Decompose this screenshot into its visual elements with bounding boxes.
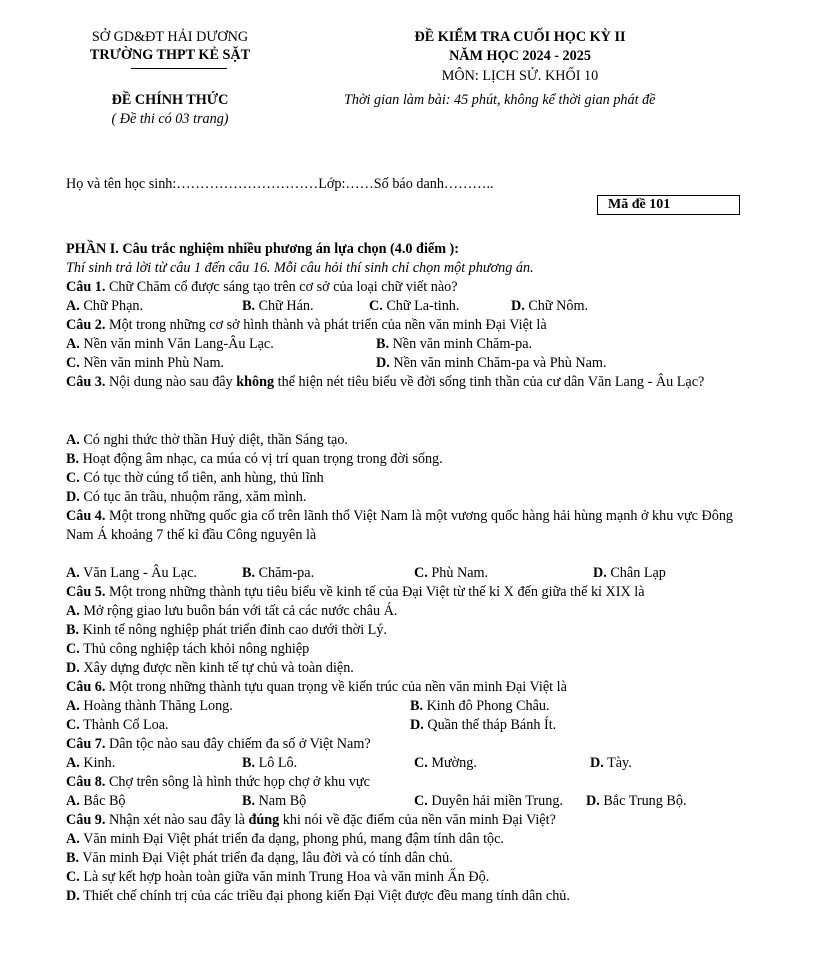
option-letter: A. [66, 793, 80, 809]
option-letter: C. [414, 793, 428, 809]
department-name: SỞ GD&ĐT HẢI DƯƠNG [91, 29, 249, 45]
question-3 [66, 373, 746, 392]
q1-option-b[interactable] [242, 297, 314, 316]
q5-option-a[interactable] [66, 602, 397, 621]
question-text: thể hiện nét tiêu biểu về đời sống tinh thần của cư dân Văn Lang - Âu Lạc? [274, 374, 705, 390]
q6-option-d[interactable] [410, 716, 556, 735]
option-text: Chăm-pa. [258, 565, 315, 581]
q6-option-c[interactable] [66, 716, 169, 735]
option-text: Nam Bộ [258, 793, 307, 809]
option-letter: C. [66, 470, 80, 486]
option-text: Chữ Nôm. [528, 298, 589, 314]
option-letter: D. [66, 660, 80, 676]
option-text: Bắc Trung Bộ. [603, 793, 687, 809]
q2-option-b[interactable] [376, 335, 532, 354]
question-text: Chợ trên sông là hình thức họp chợ ở khu vực [105, 774, 370, 790]
option-letter: D. [593, 565, 607, 581]
option-text: Tày. [607, 755, 632, 771]
question-text: Một trong những thành tựu quan trọng về kiến trúc của nền văn minh Đại Việt là [105, 679, 567, 695]
option-text: Chữ La-tinh. [386, 298, 460, 314]
q7-option-c[interactable] [414, 754, 477, 773]
question-text: Nội dung nào sau đây [105, 374, 237, 390]
question-number: Câu 1. [66, 279, 106, 295]
option-letter: D. [66, 888, 80, 904]
q2-option-d[interactable] [376, 354, 607, 373]
question-number: Câu 3. [66, 374, 106, 390]
question-emphasis: đúng [248, 812, 280, 828]
question-7 [66, 735, 371, 754]
q7-option-a[interactable] [66, 754, 115, 773]
option-letter: D. [511, 298, 525, 314]
q4-option-d[interactable] [593, 564, 666, 583]
question-text: Chữ Chăm cổ được sáng tạo trên cơ sở của loại chữ viết nào? [105, 279, 458, 295]
option-letter: B. [66, 451, 80, 467]
q7-option-b[interactable] [242, 754, 297, 773]
option-text: Kinh. [83, 755, 116, 771]
official-label: ĐỀ CHÍNH THỨC [111, 92, 229, 108]
pages-note: ( Đề thi có 03 trang) [111, 111, 229, 127]
option-letter: B. [242, 565, 256, 581]
q3-option-b[interactable] [66, 450, 443, 469]
question-text: Một trong những thành tựu tiêu biểu về kinh tế của Đại Việt từ thế kỉ X đến giữa thế kỉ XIX là [105, 584, 645, 600]
q4-option-b[interactable] [242, 564, 314, 583]
option-text: Chữ Hán. [258, 298, 314, 314]
option-text: Nền văn minh Chăm-pa và Phù Nam. [393, 355, 607, 371]
question-number: Câu 7. [66, 736, 106, 752]
option-text: Thủ công nghiệp tách khỏi nông nghiệp [83, 641, 310, 657]
option-letter: C. [66, 641, 80, 657]
q6-option-b[interactable] [410, 697, 550, 716]
option-letter: A. [66, 698, 80, 714]
option-letter: B. [242, 755, 256, 771]
option-letter: B. [242, 793, 256, 809]
question-text: Nhận xét nào sau đây là [105, 812, 249, 828]
option-letter: B. [66, 850, 80, 866]
q9-option-a[interactable] [66, 830, 504, 849]
q2-option-a[interactable] [66, 335, 274, 354]
time-note: Thời gian làm bài: 45 phút, không kể thời gian phát đề [344, 92, 656, 108]
q8-option-c[interactable] [414, 792, 563, 811]
question-number: Câu 2. [66, 317, 106, 333]
question-8 [66, 773, 370, 792]
q8-option-a[interactable] [66, 792, 126, 811]
option-letter: B. [410, 698, 424, 714]
exam-title: ĐỀ KIỂM TRA CUỐI HỌC KỲ II [414, 29, 626, 45]
option-text: Là sự kết hợp hoàn toàn giữa văn minh Trung Hoa và văn minh Ấn Độ. [83, 869, 490, 885]
question-number: Câu 6. [66, 679, 106, 695]
option-letter: C. [369, 298, 383, 314]
option-letter: A. [66, 831, 80, 847]
question-text: Một trong những quốc gia cổ trên lãnh thổ Việt Nam là một vương quốc hàng hải hùng mạnh ở khu vực Đông Nam Á khoảng 7 thế kỉ đầu Công nguyên là [66, 508, 734, 543]
school-name: TRƯỜNG THPT KẺ SẶT [89, 47, 251, 63]
option-letter: B. [242, 298, 256, 314]
q1-option-c[interactable] [369, 297, 459, 316]
option-text: Chữ Phạn. [83, 298, 144, 314]
option-letter: D. [410, 717, 424, 733]
q9-option-d[interactable] [66, 887, 570, 906]
option-text: Nền văn minh Văn Lang-Âu Lạc. [83, 336, 274, 352]
option-text: Thành Cổ Loa. [83, 717, 169, 733]
option-letter: B. [66, 622, 80, 638]
q7-option-d[interactable] [590, 754, 632, 773]
option-text: Có tục thờ cúng tổ tiên, anh hùng, thủ lĩnh [83, 470, 324, 486]
q4-option-c[interactable] [414, 564, 488, 583]
option-text: Nền văn minh Chăm-pa. [392, 336, 533, 352]
option-text: Có nghi thức thờ thần Huỷ diệt, thần Sáng tạo. [83, 432, 348, 448]
q5-option-b[interactable] [66, 621, 387, 640]
section-instruction: Thí sinh trả lời từ câu 1 đến câu 16. Mỗi câu hỏi thí sinh chỉ chọn một phương án. [66, 260, 534, 276]
option-letter: C. [414, 755, 428, 771]
q6-option-a[interactable] [66, 697, 233, 716]
option-text: Bắc Bộ [83, 793, 126, 809]
q9-option-c[interactable] [66, 868, 489, 887]
q3-option-d[interactable] [66, 488, 306, 507]
question-text: khi nói về đặc điểm của nền văn minh Đại Việt? [279, 812, 556, 828]
option-text: Phù Nam. [431, 565, 489, 581]
option-text: Văn minh Đại Việt phát triển đa dạng, phong phú, mang đậm tính dân tộc. [83, 831, 504, 847]
option-letter: B. [376, 336, 390, 352]
q9-option-b[interactable] [66, 849, 453, 868]
q8-option-b[interactable] [242, 792, 306, 811]
question-number: Câu 9. [66, 812, 106, 828]
question-4 [66, 507, 746, 544]
option-letter: A. [66, 432, 80, 448]
question-text: Một trong những cơ sở hình thành và phát triển của nền văn minh Đại Việt là [105, 317, 547, 333]
option-text: Có tục ăn trầu, nhuộm răng, xăm mình. [83, 489, 307, 505]
option-letter: A. [66, 298, 80, 314]
subject-line: MÔN: LỊCH SỬ. KHỐI 10 [441, 68, 599, 84]
question-number: Câu 8. [66, 774, 106, 790]
school-underline [131, 68, 227, 69]
question-9 [66, 811, 556, 830]
question-2 [66, 316, 547, 335]
option-letter: C. [66, 355, 80, 371]
option-text: Chân Lạp [610, 565, 666, 581]
option-letter: C. [66, 869, 80, 885]
option-text: Mở rộng giao lưu buôn bán với tất cả các nước châu Á. [83, 603, 398, 619]
section-title: PHẦN I. Câu trắc nghiệm nhiều phương án lựa chọn (4.0 điểm ): [66, 241, 460, 257]
option-text: Thiết chế chính trị của các triều đại phong kiến Đại Việt được đều mang tính dân chủ. [83, 888, 570, 904]
option-letter: D. [376, 355, 390, 371]
question-6 [66, 678, 567, 697]
q5-option-d[interactable] [66, 659, 354, 678]
option-letter: A. [66, 336, 80, 352]
q5-option-c[interactable] [66, 640, 309, 659]
option-letter: A. [66, 565, 80, 581]
question-1 [66, 278, 458, 297]
question-number: Câu 5. [66, 584, 106, 600]
option-text: Văn minh Đại Việt phát triển đa dạng, lâu đời và có tính dân chủ. [82, 850, 453, 866]
school-year: NĂM HỌC 2024 - 2025 [449, 48, 591, 64]
option-text: Hoạt động âm nhạc, ca múa có vị trí quan trọng trong đời sống. [82, 451, 443, 467]
option-text: Nền văn minh Phù Nam. [83, 355, 225, 371]
option-letter: A. [66, 603, 80, 619]
q2-option-c[interactable] [66, 354, 224, 373]
option-letter: C. [414, 565, 428, 581]
option-text: Quần thể tháp Bánh Ít. [427, 717, 557, 733]
option-text: Văn Lang - Âu Lạc. [83, 565, 197, 581]
question-number: Câu 4. [66, 508, 106, 524]
question-emphasis: không [236, 374, 275, 390]
q3-option-a[interactable] [66, 431, 348, 450]
q1-option-d[interactable] [511, 297, 588, 316]
option-letter: D. [586, 793, 600, 809]
question-5 [66, 583, 645, 602]
option-text: Hoàng thành Thăng Long. [83, 698, 233, 714]
option-letter: C. [66, 717, 80, 733]
option-text: Xây dựng được nền kinh tế tự chủ và toàn diện. [83, 660, 354, 676]
q1-option-a[interactable] [66, 297, 143, 316]
option-letter: D. [66, 489, 80, 505]
q8-option-d[interactable] [586, 792, 687, 811]
option-text: Duyên hải miền Trung. [431, 793, 563, 809]
student-info-line: Họ và tên học sinh:…………………………Lớp:……Số báo danh……….. [66, 176, 494, 192]
option-text: Lô Lô. [258, 755, 298, 771]
option-text: Mường. [431, 755, 477, 771]
exam-code-box [597, 195, 740, 215]
option-text: Kinh tế nông nghiệp phát triển đỉnh cao dưới thời Lý. [82, 622, 387, 638]
question-text: Dân tộc nào sau đây chiếm đa số ở Việt Nam? [105, 736, 371, 752]
option-text: Kinh đô Phong Châu. [426, 698, 550, 714]
exam-code: Mã đề 101 [608, 197, 671, 212]
option-letter: A. [66, 755, 80, 771]
q3-option-c[interactable] [66, 469, 324, 488]
option-letter: D. [590, 755, 604, 771]
q4-option-a[interactable] [66, 564, 197, 583]
